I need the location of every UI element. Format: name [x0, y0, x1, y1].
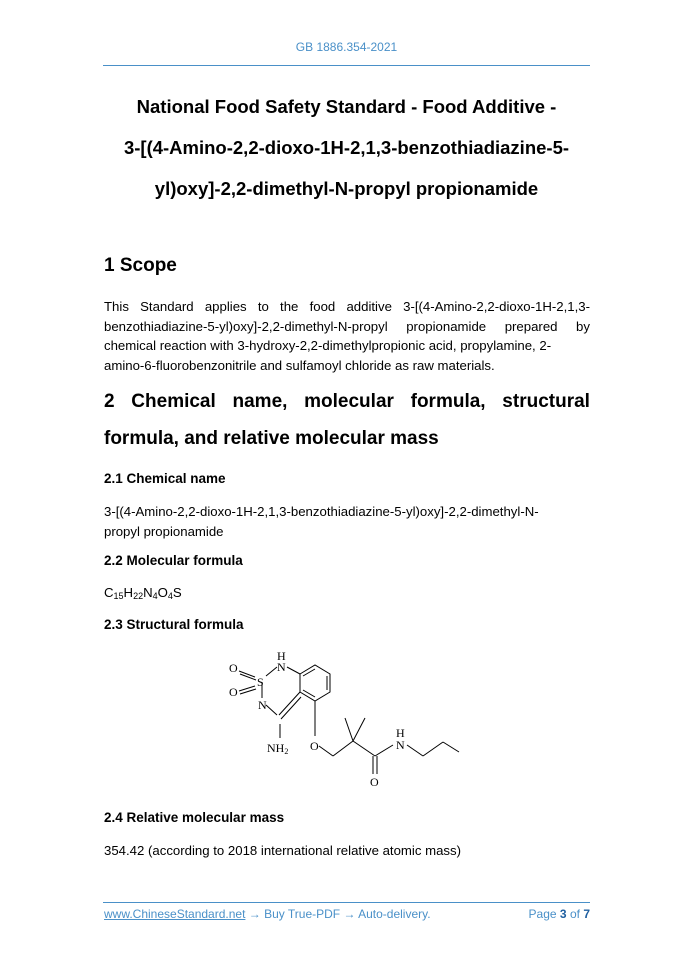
section-2-heading	[104, 383, 590, 457]
atom-label: NH2	[267, 741, 289, 756]
subsection-2-4-heading: 2.4 Relative molecular mass	[104, 810, 285, 825]
structural-formula-diagram	[215, 646, 475, 796]
header-divider	[103, 65, 590, 66]
section-1-heading: 1 Scope	[104, 255, 177, 276]
footer-divider	[103, 902, 590, 903]
heading-line-2: formula, and relative molecular mass	[104, 428, 439, 449]
atom-label: O	[370, 775, 379, 789]
heading-word: formula,	[410, 391, 486, 412]
heading-word: structural	[502, 391, 590, 412]
benzene-ring	[300, 665, 330, 701]
heading-word: 2	[104, 391, 115, 412]
atom-label: H	[396, 726, 405, 740]
page-title	[103, 86, 590, 209]
molecular-mass-value: 354.42 (according to 2018 international relative atomic mass)	[104, 843, 461, 858]
title-line-1: National Food Safety Standard - Food Additive -	[136, 96, 557, 117]
chemical-name-line-1: 3-[(4-Amino-2,2-dioxo-1H-2,1,3-benzothiadiazine-5-yl)oxy]-2,2-dimethyl-N-	[104, 504, 539, 519]
molecular-formula: $C_{15}H_{22}N_4O_4S$	[104, 585, 182, 601]
scope-paragraph-last-line: amino-6-fluorobenzonitrile and sulfamoyl chloride as raw materials.	[104, 357, 495, 373]
section-1-text	[104, 297, 590, 375]
atom-label: N	[396, 738, 405, 752]
heading-word: name,	[232, 391, 288, 412]
atom-label: N	[258, 698, 267, 712]
atom-label: N	[277, 660, 286, 674]
heading-word: molecular	[304, 391, 394, 412]
standard-code: GB 1886.354-2021	[295, 40, 398, 54]
subsection-2-1-heading: 2.1 Chemical name	[104, 471, 226, 486]
title-line-2: 3-[(4-Amino-2,2-dioxo-1H-2,1,3-benzothiadiazine-5-	[123, 137, 570, 158]
subsection-2-2-heading: 2.2 Molecular formula	[104, 553, 243, 568]
subsection-2-3-heading: 2.3 Structural formula	[104, 617, 244, 632]
chemical-name-line-2: propyl propionamide	[104, 523, 224, 539]
website-link[interactable]: www.ChineseStandard.net	[104, 907, 246, 921]
scope-paragraph: This Standard applies to the food additive 3-[(4-Amino-2,2-dioxo-1H-2,1,3-benzothiadiazine-5-yl)oxy]-2,2-dimethyl-N-propyl propionamide prepared by chemical reaction with 3-hydroxy-2,2-dimethylpropionic acid, propylamine, 2-	[104, 299, 590, 353]
page-footer	[104, 907, 590, 921]
atom-label: O	[229, 685, 238, 699]
title-line-3: yl)oxy]-2,2-dimethyl-N-propyl propionamide	[154, 178, 539, 199]
bond	[287, 667, 300, 674]
page-counter: Page 3 of 7	[528, 907, 590, 921]
atom-label: H	[277, 649, 286, 663]
atom-label: O	[310, 739, 319, 753]
heading-word: Chemical	[131, 391, 216, 412]
chemical-name-text	[104, 502, 590, 541]
molecular-mass-text	[104, 841, 590, 861]
footer-tagline: → Buy True-PDF → Auto-delivery.	[245, 907, 431, 921]
atom-label: S	[257, 675, 264, 689]
atom-label: O	[229, 661, 238, 675]
